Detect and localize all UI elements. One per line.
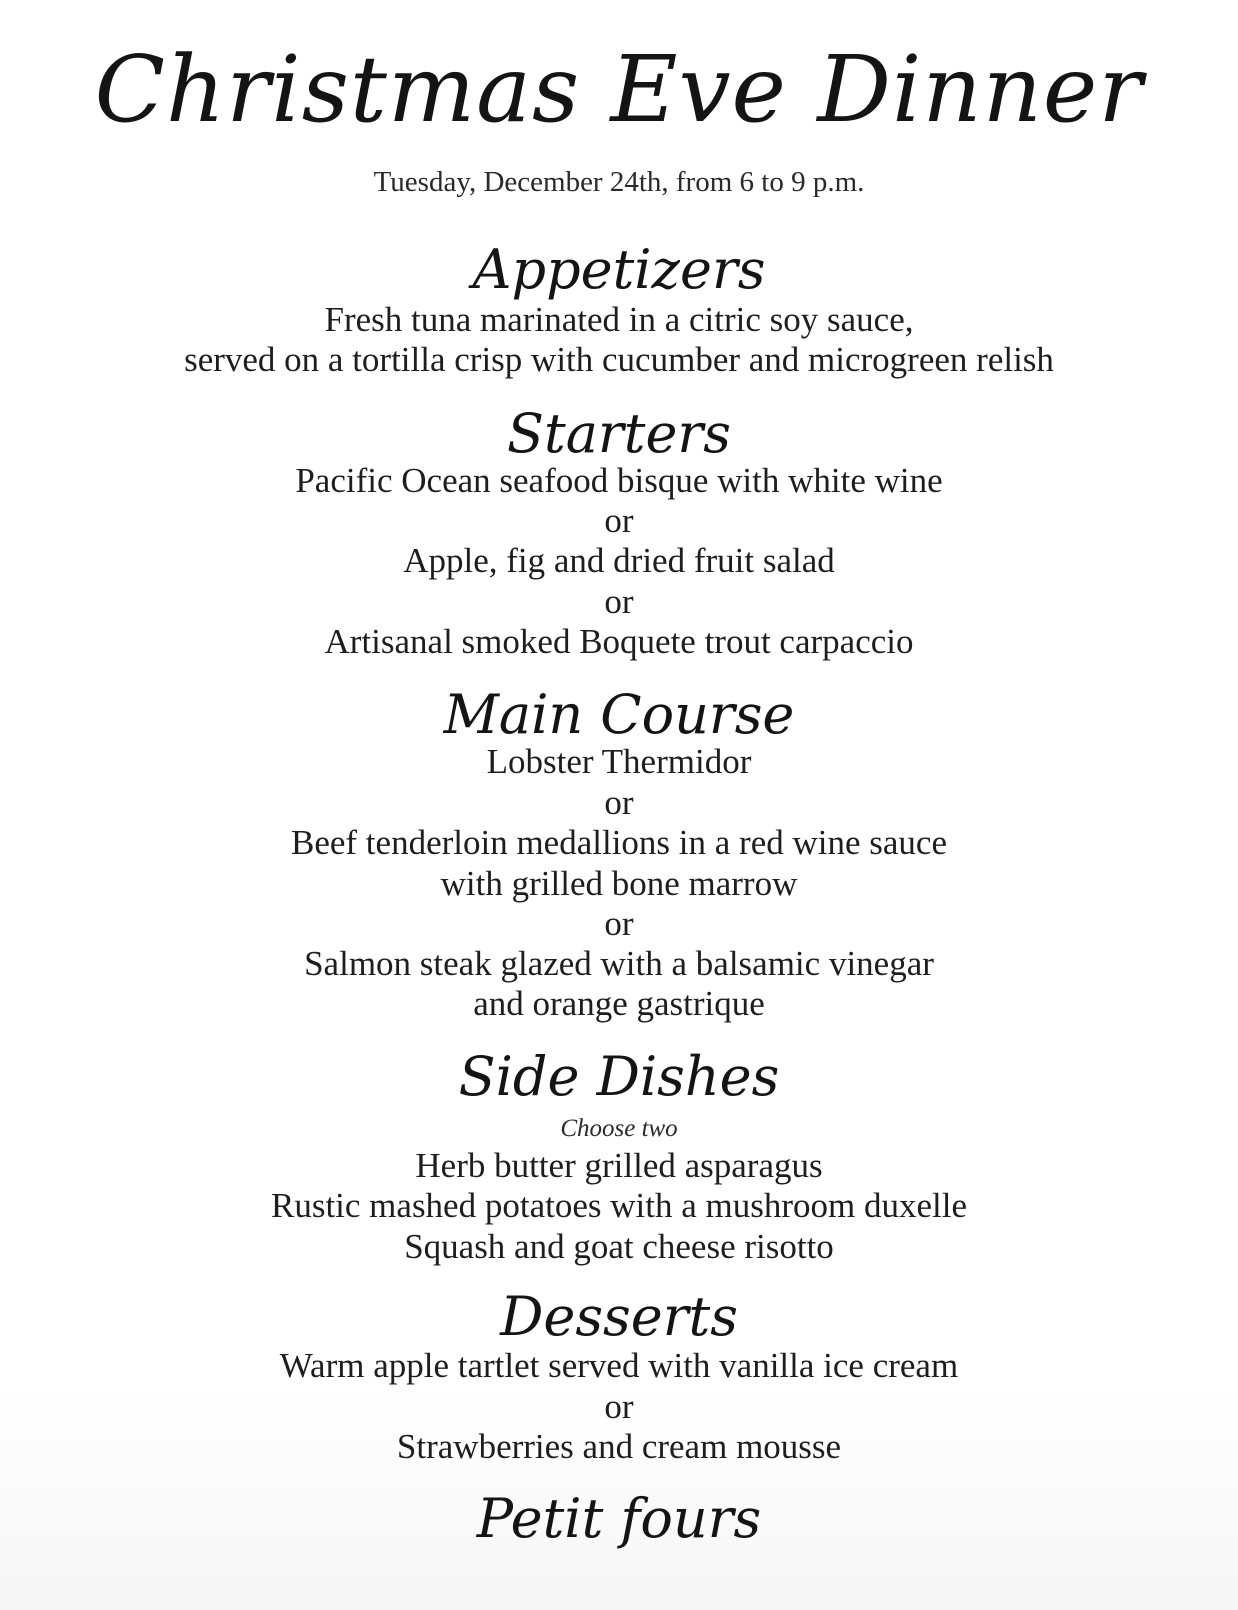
dessert-line: or xyxy=(604,1387,634,1426)
main-course-line: Lobster Thermidor xyxy=(486,742,752,781)
side-dish-line: Squash and goat cheese risotto xyxy=(404,1227,834,1266)
desserts-heading: Desserts xyxy=(500,1285,738,1348)
starters-heading: Starters xyxy=(507,402,731,465)
appetizer-line: Fresh tuna marinated in a citric soy sauce, xyxy=(324,300,914,339)
starter-line: Artisanal smoked Boquete trout carpaccio xyxy=(324,622,914,661)
side-dishes-note: Choose two xyxy=(560,1115,678,1142)
side-dish-line: Rustic mashed potatoes with a mushroom duxelle xyxy=(270,1186,967,1225)
main-course-line: and orange gastrique xyxy=(473,984,765,1023)
starter-line: or xyxy=(604,582,634,621)
event-date-time: Tuesday, December 24th, from 6 to 9 p.m. xyxy=(373,166,865,198)
main-course-line: with grilled bone marrow xyxy=(440,864,798,903)
dessert-line: Warm apple tartlet served with vanilla ice cream xyxy=(279,1346,959,1385)
starter-line: Apple, fig and dried fruit salad xyxy=(403,541,835,580)
starter-line: or xyxy=(604,501,634,540)
side-dishes-heading: Side Dishes xyxy=(458,1045,780,1108)
main-course-line: or xyxy=(604,783,634,822)
dessert-line: Strawberries and cream mousse xyxy=(396,1427,842,1466)
appetizer-line: served on a tortilla crisp with cucumber and microgreen relish xyxy=(184,340,1054,379)
petit-fours-heading: Petit fours xyxy=(476,1487,762,1550)
main-course-heading: Main Course xyxy=(443,683,795,746)
menu-title: Christmas Eve Dinner xyxy=(94,36,1144,143)
main-course-line: Salmon steak glazed with a balsamic vinegar xyxy=(304,944,934,983)
side-dish-line: Herb butter grilled asparagus xyxy=(415,1146,823,1185)
main-course-line: Beef tenderloin medallions in a red wine sauce xyxy=(290,823,947,862)
main-course-line: or xyxy=(604,904,634,943)
starter-line: Pacific Ocean seafood bisque with white wine xyxy=(295,461,943,500)
appetizers-heading: Appetizers xyxy=(472,238,766,301)
